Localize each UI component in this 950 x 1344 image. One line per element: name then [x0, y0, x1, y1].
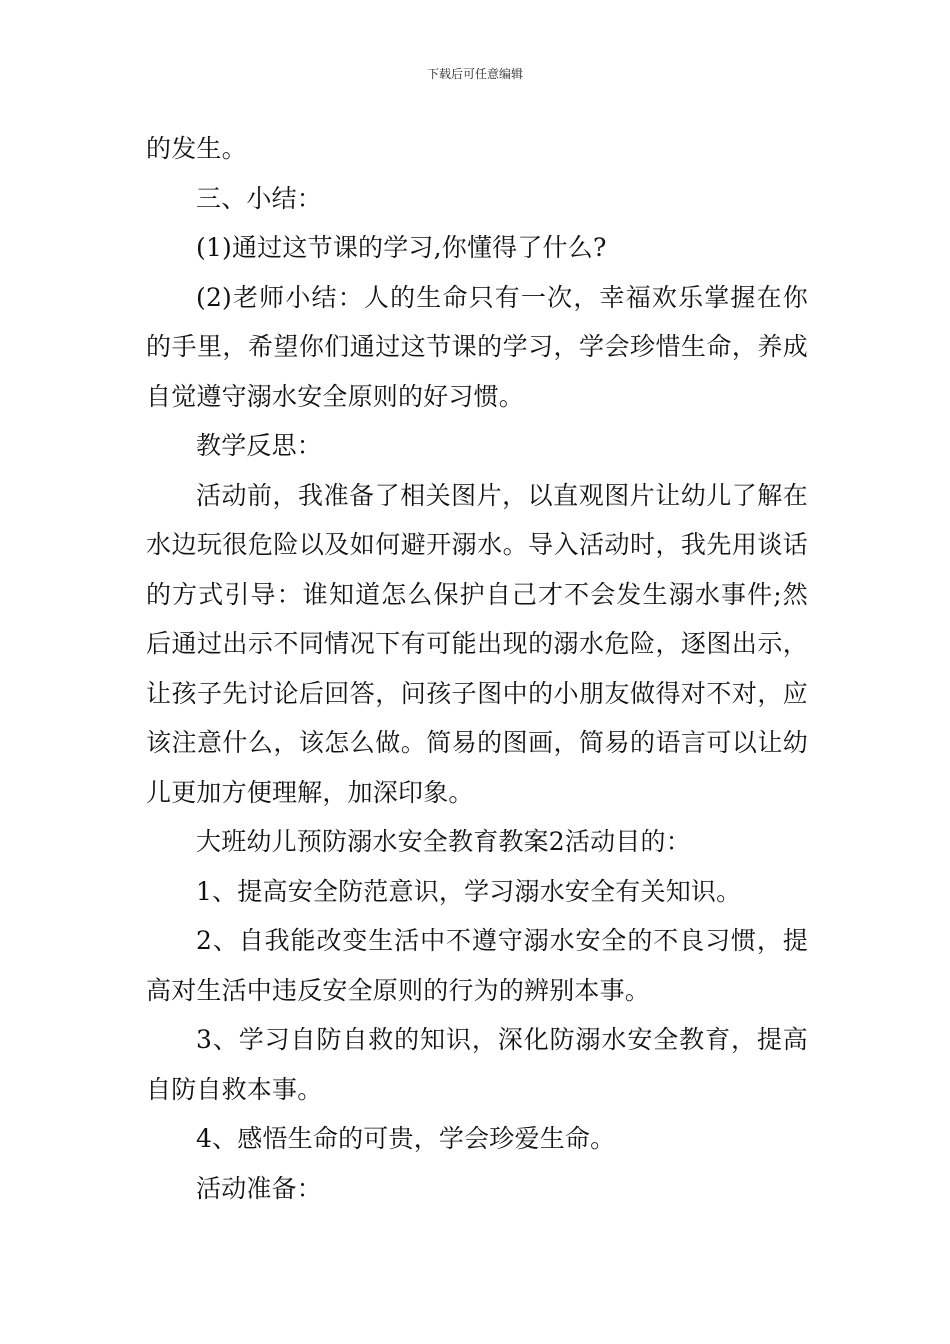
paragraph-3: (1)通过这节课的学习,你懂得了什么? [196, 233, 607, 262]
paragraph-4: (2)老师小结：人的生命只有一次，幸福欢乐掌握在你的手里，希望你们通过这节课的学习，学会珍惜生命，养成自觉遵守溺水安全原则的好习惯。 [146, 282, 808, 411]
paragraph-1: 的发生。 [146, 134, 247, 163]
page-header: 下载后可任意编辑 [426, 67, 523, 81]
goal-item-3: 3、学习自防自救的知识，深化防溺水安全教育，提高自防自救本事。 [146, 1025, 808, 1104]
goal-item-2: 2、自我能改变生活中不遵守溺水安全的不良习惯，提高对生活中违反安全原则的行为的辨别本事。 [146, 926, 808, 1005]
section-heading-reflection: 教学反思： [196, 431, 323, 460]
section-heading-preparation: 活动准备： [196, 1173, 323, 1203]
section-heading-summary: 三、小结： [196, 183, 323, 213]
document-body [146, 124, 808, 1213]
goal-item-4: 4、感悟生命的可贵，学会珍爱生命。 [196, 1124, 616, 1153]
goal-item-1: 1、提高安全防范意识，学习溺水安全有关知识。 [196, 876, 742, 906]
section-heading-lesson-2: 大班幼儿预防溺水安全教育教案2活动目的： [196, 827, 691, 856]
paragraph-6: 活动前，我准备了相关图片，以直观图片让幼儿了解在水边玩很危险以及如何避开溺水。导入活动时，我先用谈话的方式引导：谁知道怎么保护自己才不会发生溺水事件;然后通过出示不同情况下有可能出现的溺水危险，逐图出示，让孩子先讨论后回答，问孩子图中的小朋友做得对不对，应该注意什么，该怎么做。简易的图画，简易的语言可以让幼儿更加方便理解，加深印象。 [146, 480, 808, 807]
